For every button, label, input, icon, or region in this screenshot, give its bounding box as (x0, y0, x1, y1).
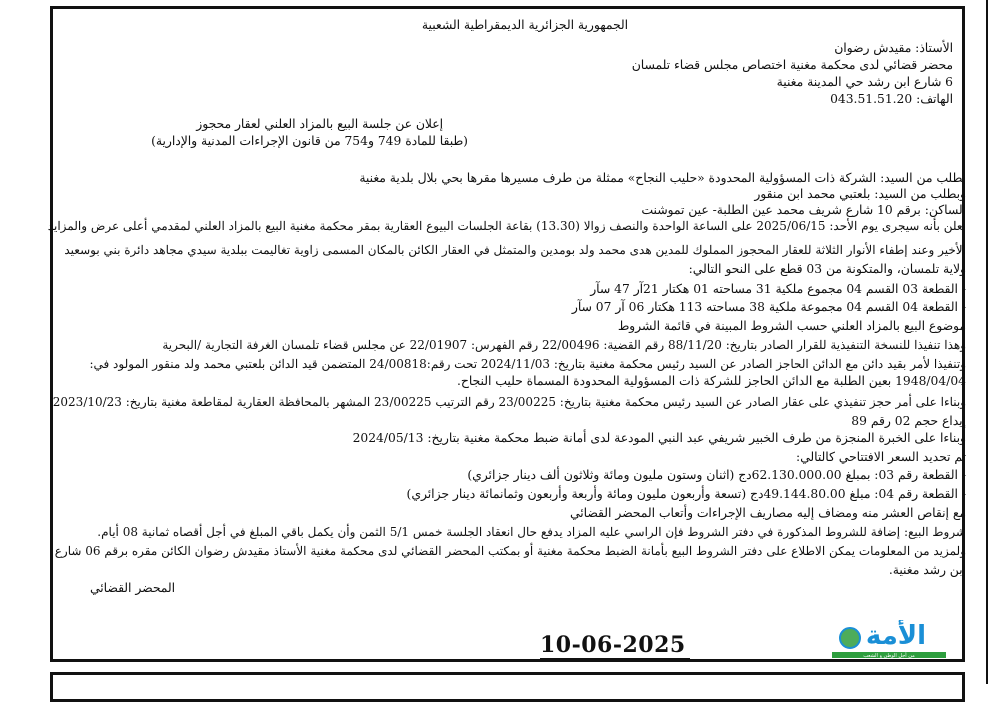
body-line: 1948/04/04 بعين الطلبة مع الدائن الحاجز للشركة ذات المسؤولية المحدودة المسماة حليب النجاح. (456, 374, 966, 388)
body-line: - القطعة رقم 04: مبلغ 49.144.80.00دج (تسعة وأربعون مليون ومائة وأربعة وأربعون وثمانمائة دينار جزائري) (406, 487, 966, 501)
notice-subtitle: (طبقا للمادة 749 و754 من قانون الإجراءات المدنية والإدارية) (151, 134, 468, 148)
body-line: مع إنقاص العشر منه ومضاف إليه مصاريف الإجراءات وأتعاب المحضر القضائي (569, 506, 966, 520)
bailiff-phone: الهاتف: 043.51.51.20 (830, 92, 953, 106)
body-line: - القطعة رقم 03: بمبلغ 62.130.000.00دج (اثنان وستون مليون ومائة وثلاثون ألف دينار جزائري) (467, 468, 966, 482)
republic-header: الجمهورية الجزائرية الديمقراطية الشعبية (421, 18, 629, 32)
signature-label: المحضر القضائي (90, 581, 176, 595)
body-line: وتنفيذا لأمر بقيد دائن مع الدائن الحاجز الصادر عن السيد رئيس محكمة مغنية بتاريخ: 2024/11/03 تحت رقم:24/00818 المتضمن قيد الدائن بلعتبي محمد ولد منقور المولود في: (89, 357, 966, 371)
body-line: بطلب من السيد: الشركة ذات المسؤولية المحدودة «حليب النجاح» ممثلة من طرف مسيرها مقرها بحي بلال بلدية مغنية (359, 171, 966, 185)
date-underline (540, 658, 690, 660)
body-line: - القطعة 03 القسم 04 مجموع ملكية 31 مساحته 01 هكتار 21آر 47 سآر (590, 282, 966, 296)
next-notice-frame (50, 672, 965, 702)
bailiff-name: الأستاذ: مقيدش رضوان (834, 41, 953, 55)
body-line: تم تحديد السعر الافتتاحي كالتالي: (795, 450, 966, 464)
svg-text:من أجل الوطن و الشعب: من أجل الوطن و الشعب (863, 653, 915, 659)
body-line: موضوع البيع بالمزاد العلني حسب الشروط المبينة في قائمة الشروط (617, 319, 966, 333)
svg-text:الأمة: الأمة (865, 621, 927, 651)
body-line: الأخير وعند إطفاء الأنوار الثلاثة للعقار المحجوز المملوك للمدين هدى محمد ولد بومدين والمتمثل في العقار الكائن بالمكان المسمى زاوية تغاليمت ببلدية سيدي مجاهد دائرة بني بوسعيد (64, 243, 966, 257)
body-line: وبناءا على أمر حجز تنفيذي على عقار الصادر عن السيد رئيس محكمة مغنية بتاريخ: 23/00225 رقم الترتيب 23/00225 المشهر بالمحافظة العقارية لمقاطعة مغنية بتاريخ: 2023/10/23 (52, 395, 966, 409)
body-line: الساكن: برقم 10 شارع شريف محمد عين الطلبة- عين تموشنت (641, 203, 966, 217)
body-line: وبطلب من السيد: بلعتبي محمد ابن منقور (754, 187, 966, 201)
body-line: ولاية تلمسان، والمتكونة من 03 قطع على النحو التالي: (688, 262, 966, 276)
newspaper-logo (830, 620, 948, 660)
bailiff-office: محضر قضائي لدى محكمة مغنية اختصاص مجلس قضاء تلمسان (631, 58, 953, 72)
body-line: ابن رشد مغنية. (888, 563, 966, 577)
body-line: إيداع حجم 02 رقم 89 (851, 414, 966, 428)
page-edge (986, 0, 988, 684)
body-line: نعلن بأنه سيجرى يوم الأحد: 2025/06/15 على الساعة الواحدة والنصف زوالا (13.30) بقاعة الجلسات البيوع العقارية بمقر محكمة مغنية البيع بالمزاد العلني لمقدمي أعلى عرض والمزايد (47, 219, 966, 233)
body-line: وبناءا على الخبرة المنجزة من طرف الخبير شريفي عبد النبي المودعة لدى أمانة ضبط محكمة مغنية بتاريخ: 2024/05/13 (352, 431, 966, 445)
notice-title: إعلان عن جلسة البيع بالمزاد العلني لعقار محجوز (196, 117, 443, 131)
publication-date: 10-06-2025 (540, 632, 686, 658)
body-line: - القطعة 04 القسم 04 مجموعة ملكية 38 مساحته 113 هكتار 06 آر 07 سآر (571, 300, 966, 314)
globe-icon (830, 620, 948, 660)
bailiff-address: 6 شارع ابن رشد حي المدينة مغنية (776, 75, 953, 89)
body-line: شروط البيع: إضافة للشروط المذكورة في دفتر الشروط فإن الراسي عليه المزاد يدفع حال انعقاد الجلسة خمس 5/1 الثمن وأن يكمل باقي المبلغ في أجل أقصاه ثمانية 08 أيام. (97, 525, 966, 539)
body-line: ولمزيد من المعلومات يمكن الاطلاع على دفتر الشروط البيع بأمانة الضبط محكمة مغنية أو بمكتب المحضر القضائي لدى محكمة مغنية الأستاذ مقيدش رضوان الكائن مقره برقم 06 شارع (54, 544, 966, 558)
body-line: وهذا تنفيذا للنسخة التنفيذية للقرار الصادر بتاريخ: 88/11/20 رقم القضية: 22/00496 رقم الفهرس: 22/01907 عن مجلس قضاء تلمسان الغرفة التجارية /البحرية (162, 338, 966, 352)
